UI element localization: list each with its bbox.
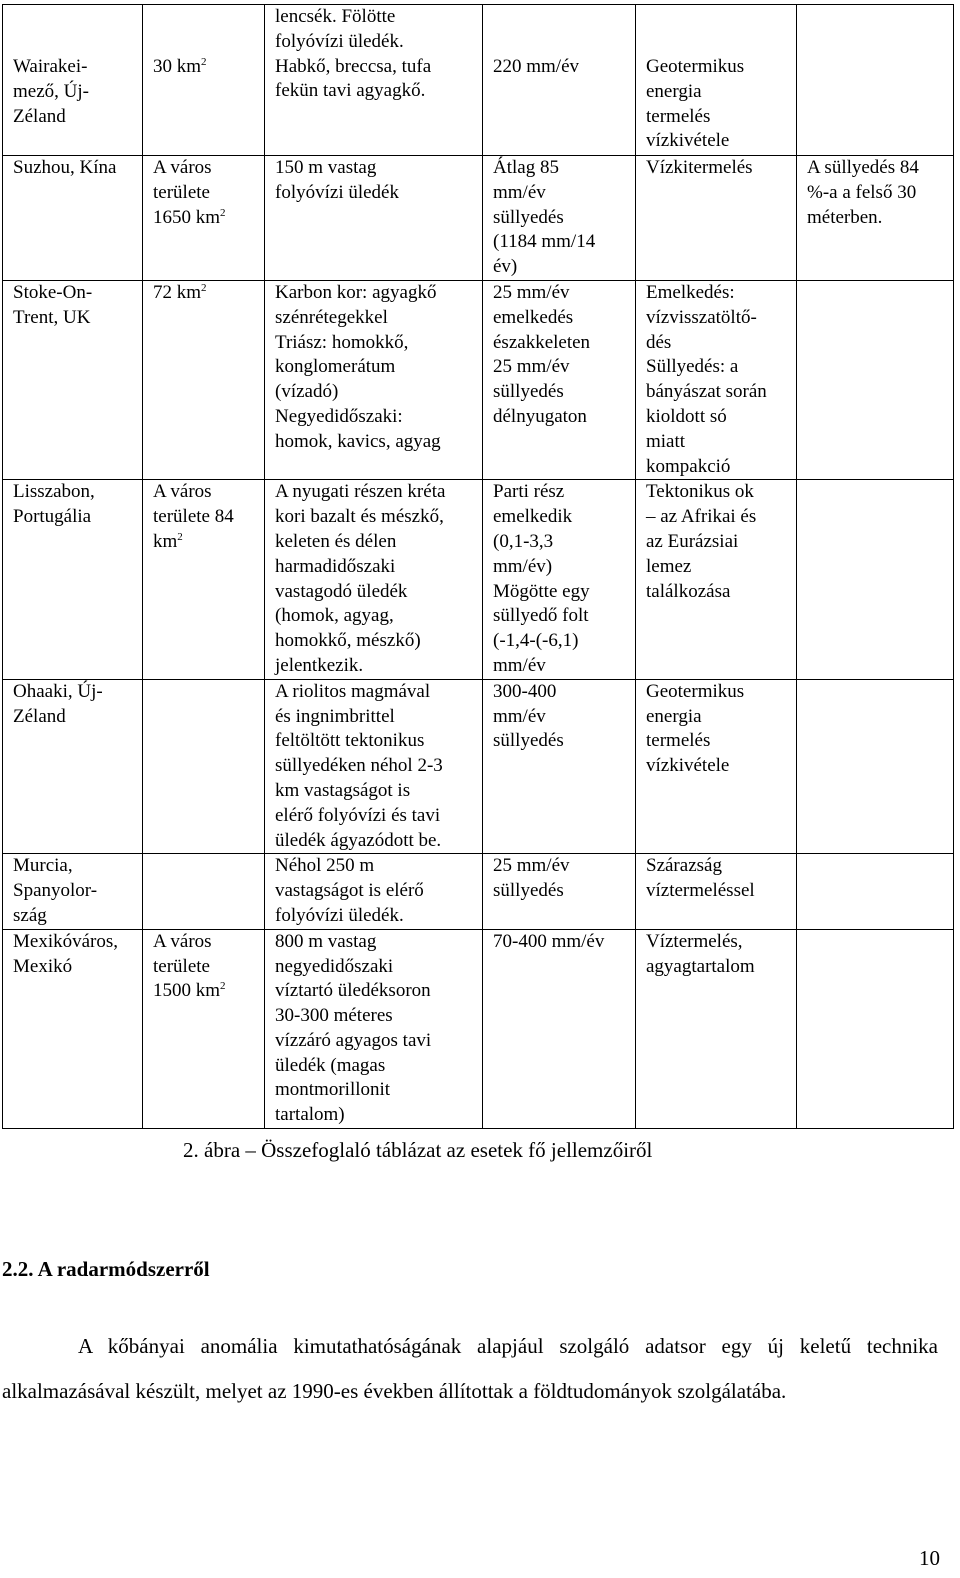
note-cell	[797, 5, 954, 156]
geology-cell: A riolitos magmával és ingnimbrittel feltöltött tektonikus süllyedéken néhol 2-3 km vastagságot is elérő folyóvízi és tavi üledék ágyazódott be.	[265, 679, 483, 854]
area-cell	[143, 929, 265, 1128]
area-superscript: 2	[201, 281, 207, 294]
note-cell	[797, 280, 954, 479]
table-row	[3, 5, 954, 156]
rate-cell: 25 mm/év emelkedés északkeleten 25 mm/év süllyedés délnyugaton	[483, 280, 636, 479]
location-cell: Murcia, Spanyolor- szág	[3, 854, 143, 929]
location-cell: Mexikóváros, Mexikó	[3, 929, 143, 1128]
area-text: 72 km	[153, 281, 202, 303]
table-row	[3, 280, 954, 479]
body-paragraph	[2, 1324, 938, 1413]
geology-cell: 150 m vastag folyóvízi üledék	[265, 156, 483, 281]
area-text: A város területe 1500 km	[153, 930, 221, 1002]
paragraph-text: A kőbányai anomália kimutathatóságának alapjául szolgáló adatsor egy új keletű technika alkalmazásával készült, melyet az 1990-es években állítottak a földtudományok szolgálatába.	[2, 1334, 938, 1403]
rate-cell: Átlag 85 mm/év süllyedés (1184 mm/14 év)	[483, 156, 636, 281]
note-cell	[797, 679, 954, 854]
area-superscript: 2	[220, 206, 226, 219]
note-cell: A süllyedés 84 %-a a felső 30 méterben.	[797, 156, 954, 281]
area-text: A város területe 1650 km	[153, 157, 221, 228]
rate-cell: 25 mm/év süllyedés	[483, 854, 636, 929]
geology-cell: A nyugati részen kréta kori bazalt és mészkő, keleten és délen harmadidőszaki vastagodó üledék (homok, agyag, homokkő, mészkő) jelentkezik.	[265, 480, 483, 679]
geology-cell: 800 m vastag negyedidőszaki víztartó üledéksoron 30-300 méteres vízzáró agyagos tavi üledék (magas montmorillonit tartalom)	[265, 929, 483, 1128]
cause-cell: Geotermikus energia termelés vízkivétele	[636, 5, 797, 156]
location-cell: Wairakei- mező, Új- Zéland	[3, 5, 143, 156]
summary-table	[2, 4, 954, 1129]
area-cell	[143, 679, 265, 854]
geology-cell: Néhol 250 m vastagságot is elérő folyóvízi üledék.	[265, 854, 483, 929]
rate-cell: 220 mm/év	[483, 5, 636, 156]
area-cell	[143, 280, 265, 479]
cause-cell: Szárazság víztermeléssel	[636, 854, 797, 929]
area-cell	[143, 156, 265, 281]
area-text: 30 km	[153, 56, 202, 77]
area-cell	[143, 5, 265, 156]
location-cell: Stoke-On- Trent, UK	[3, 280, 143, 479]
cause-cell: Emelkedés: vízvisszatöltő- dés Süllyedés: a bányászat során kioldott só miatt kompakció	[636, 280, 797, 479]
area-cell	[143, 854, 265, 929]
rate-cell: 70-400 mm/év	[483, 929, 636, 1128]
cause-cell: Tektonikus ok – az Afrikai és az Eurázsiai lemez találkozása	[636, 480, 797, 679]
area-text: A város területe 84 km	[153, 481, 234, 552]
area-superscript: 2	[201, 56, 207, 68]
location-cell: Suzhou, Kína	[3, 156, 143, 281]
cause-cell: Geotermikus energia termelés vízkivétele	[636, 679, 797, 854]
location-cell: Lisszabon, Portugália	[3, 480, 143, 679]
table-row	[3, 679, 954, 854]
page-number: 10	[919, 1546, 940, 1570]
note-cell	[797, 929, 954, 1128]
area-superscript: 2	[177, 530, 183, 543]
rate-cell: Parti rész emelkedik (0,1-3,3 mm/év) Mögötte egy süllyedő folt (-1,4-(-6,1) mm/év	[483, 480, 636, 679]
area-superscript: 2	[220, 980, 226, 993]
cause-cell: Vízkitermelés	[636, 156, 797, 281]
note-cell	[797, 854, 954, 929]
cause-cell: Víztermelés, agyagtartalom	[636, 929, 797, 1128]
table-row	[3, 929, 954, 1128]
location-cell: Ohaaki, Új- Zéland	[3, 679, 143, 854]
figure-caption: 2. ábra – Összefoglaló táblázat az esetek fő jellemzőiről	[183, 1138, 653, 1162]
table-row	[3, 854, 954, 929]
note-cell	[797, 480, 954, 679]
geology-cell: Karbon kor: agyagkő szénrétegekkel Triász: homokkő, konglomerátum (vízadó) Negyedidőszaki: homok, kavics, agyag	[265, 280, 483, 479]
area-cell	[143, 480, 265, 679]
table-row	[3, 156, 954, 281]
section-heading: 2.2. A radarmódszerről	[2, 1257, 210, 1281]
table-row	[3, 480, 954, 679]
rate-cell: 300-400 mm/év süllyedés	[483, 679, 636, 854]
geology-cell: lencsék. Fölötte folyóvízi üledék. Habkő, breccsa, tufa fekün tavi agyagkő.	[265, 5, 483, 156]
